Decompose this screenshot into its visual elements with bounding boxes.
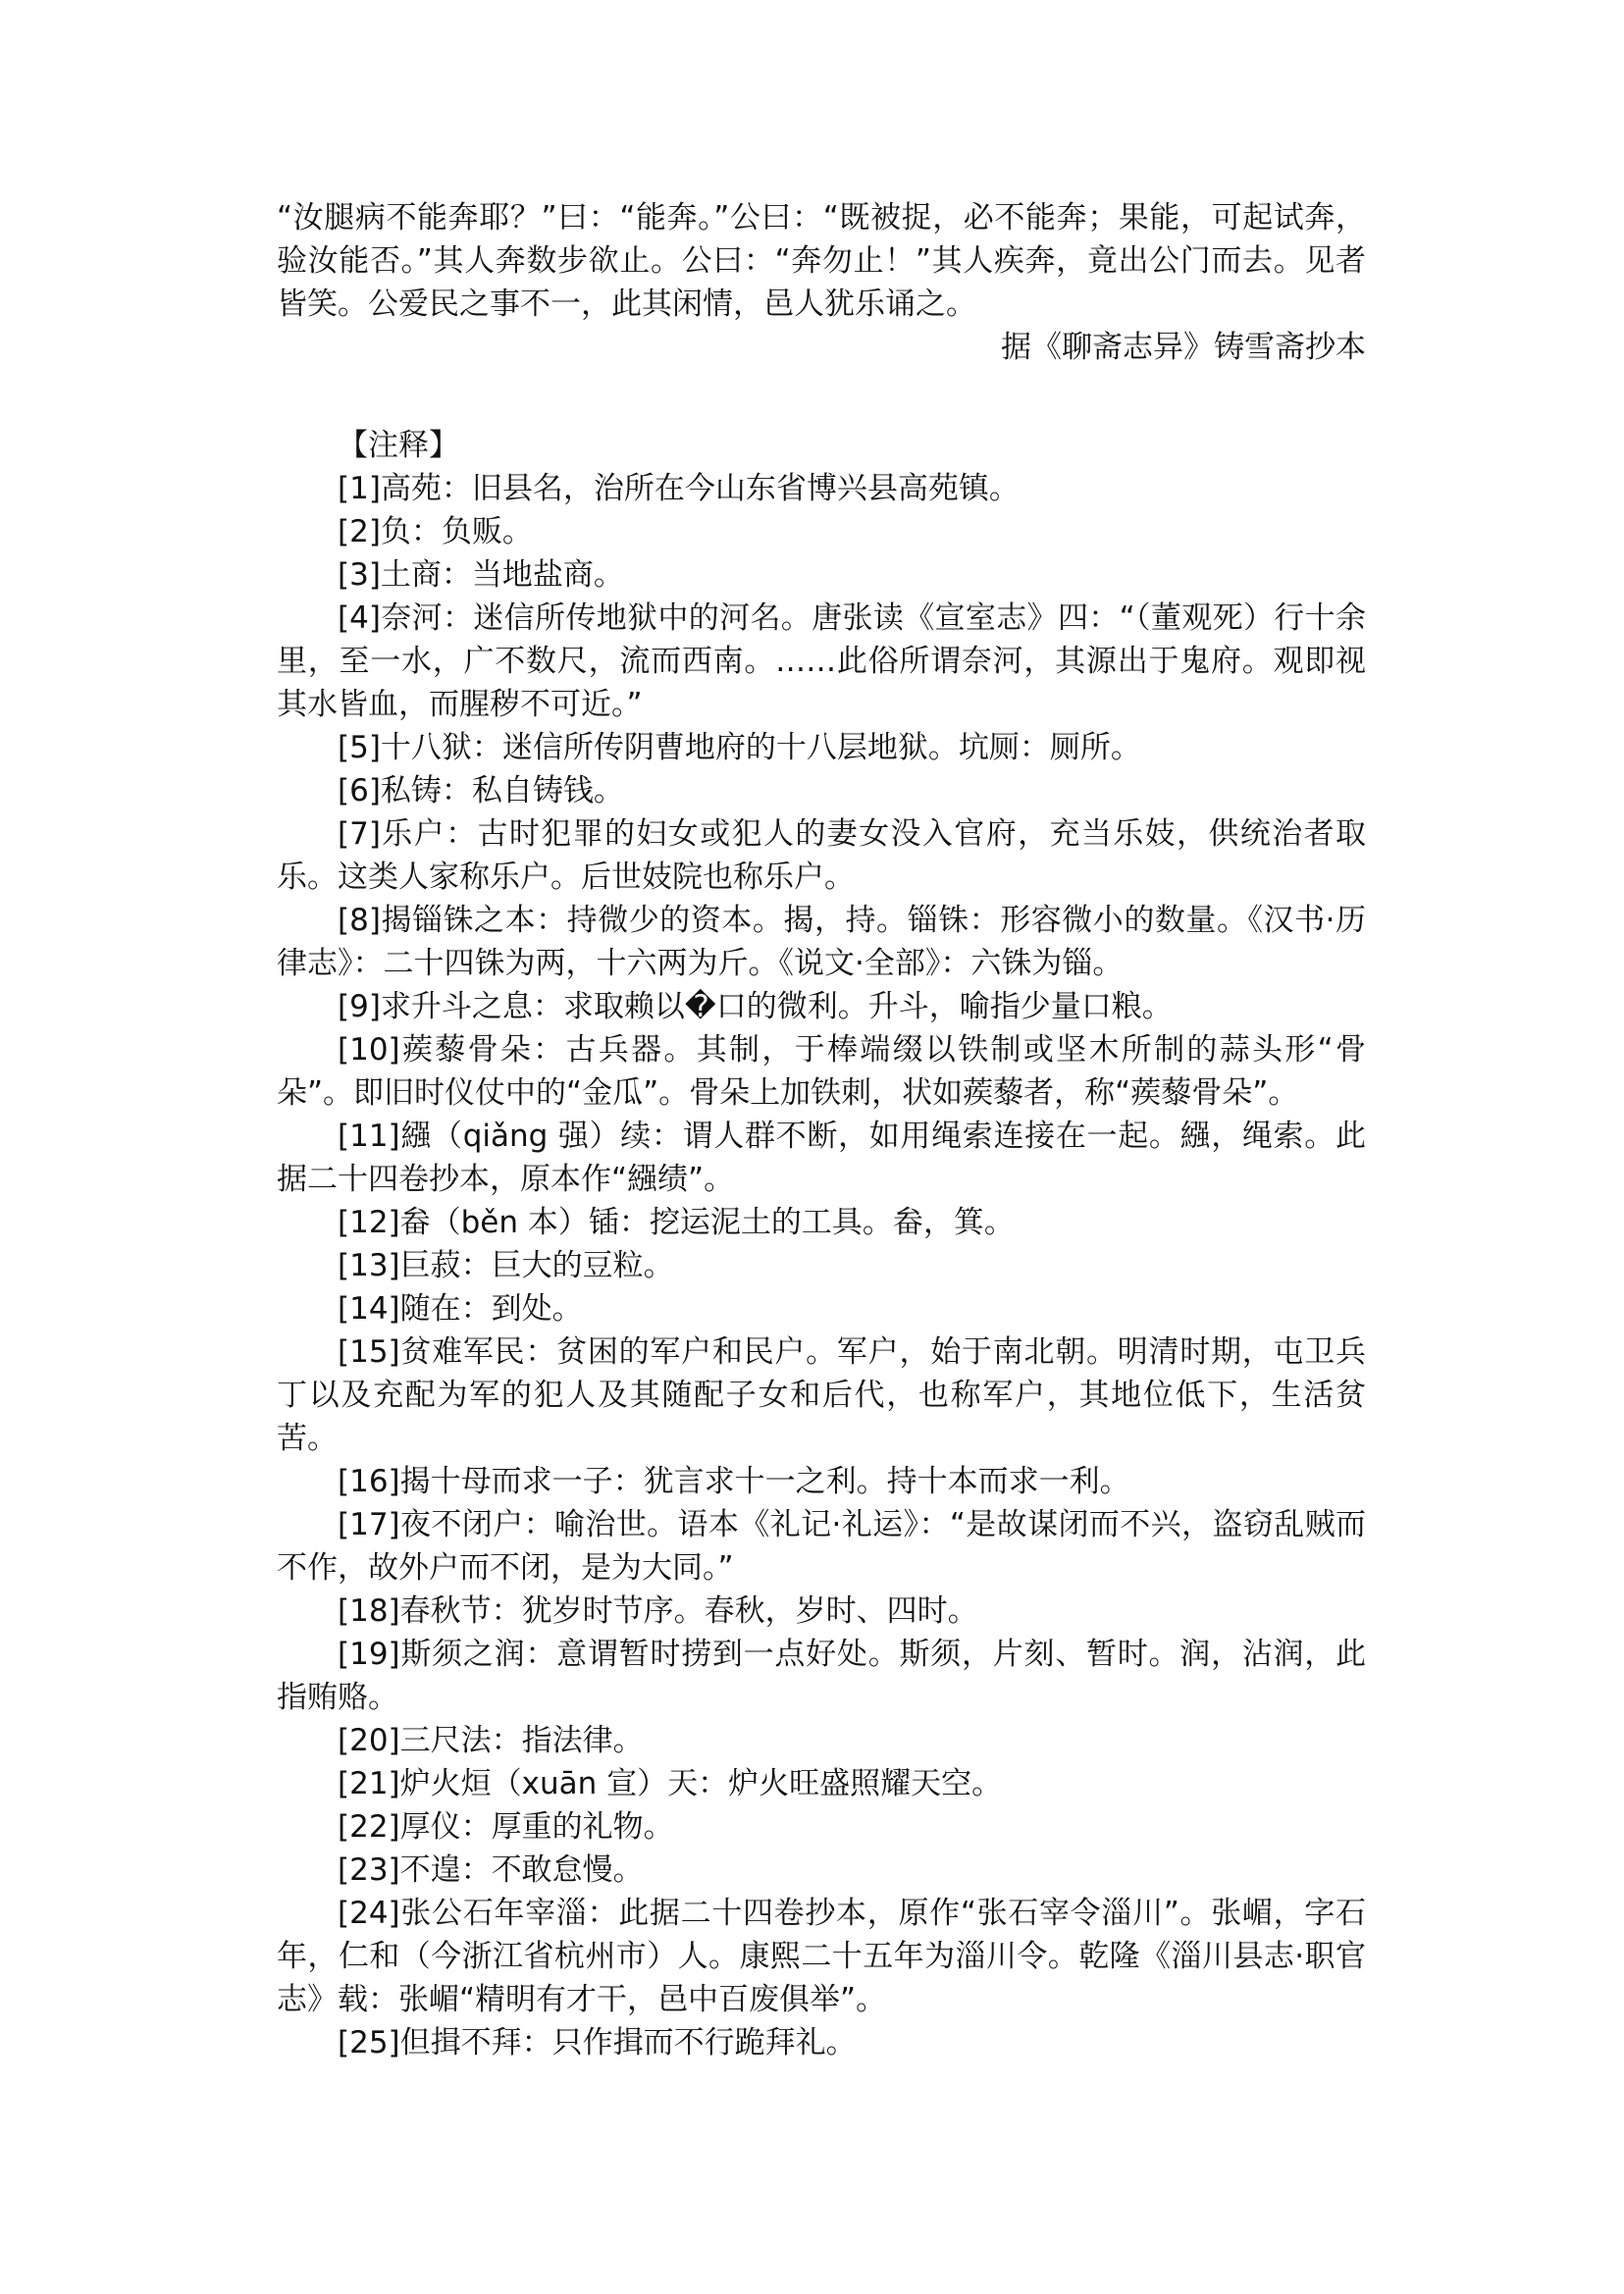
note-item: [10]蒺藜骨朵：古兵器。其制，于棒端缀以铁制或坚木所制的蒜头形“骨朵”。即旧时仪仗中的“金瓜”。骨朵上加铁刺，状如蒺藜者，称“蒺藜骨朵”。 — [277, 1032, 1366, 1111]
notes-heading: 【注释】 — [338, 428, 459, 463]
note-item: [15]贫难军民：贫困的军户和民户。军户，始于南北朝。明清时期，屯卫兵丁以及充配为军的犯人及其随配子女和后代，也称军户，其地位低下，生活贫苦。 — [277, 1334, 1366, 1456]
note-item: [23]不遑：不敢怠慢。 — [338, 1852, 644, 1888]
source-citation: 据《聊斋志异》铸雪斋抄本 — [1001, 330, 1366, 365]
story-paragraph — [277, 196, 1366, 326]
text-line: “汝腿病不能奔耶？”曰：“能奔。”公曰：“既被捉，必不能奔；果能， — [277, 200, 1212, 235]
note-item: [13]巨菽：巨大的豆粒。 — [338, 1248, 674, 1283]
note-item: [7]乐户：古时犯罪的妇女或犯人的妻女没入官府，充当乐妓，供统治者取乐。这类人家称乐户。后世妓院也称乐户。 — [277, 816, 1366, 895]
note-item: [20]三尺法：指法律。 — [338, 1723, 644, 1758]
note-item: [5]十八狱：迷信所传阴曹地府的十八层地狱。坑厕：厕所。 — [338, 730, 1141, 765]
note-item: [8]揭锱铢之本：持微少的资本。揭，持。锱铢：形容微小的数量。《汉书·历律志》：二十四铢为两，十六两为斤。《说文·全部》：六铢为锱。 — [277, 903, 1366, 981]
note-item: [1]高苑：旧县名，治所在今山东省博兴县高苑镇。 — [338, 471, 1020, 506]
note-item: [18]春秋节：犹岁时节序。春秋，岁时、四时。 — [338, 1593, 978, 1629]
note-item: [2]负：负贩。 — [338, 514, 533, 549]
note-item: [22]厚仪：厚重的礼物。 — [338, 1809, 674, 1845]
note-item: [6]私铸：私自铸钱。 — [338, 773, 624, 808]
note-item: [24]张公石年宰淄：此据二十四卷抄本，原作“张石宰令淄川”。张嵋，字石年，仁和（今浙江省杭州市）人。康熙二十五年为淄川令。乾隆《淄川县志·职官志》载：张嵋“精明有才干，邑中百废俱举”。 — [277, 1896, 1366, 2017]
note-item: [4]奈河：迷信所传地狱中的河名。唐张读《宣室志》四：“（董观死）行十余里，至一水，广不数尺，流而西南。……此俗所谓奈河，其源出于鬼府。观即视其水皆血，而腥秽不可近。” — [277, 600, 1366, 722]
note-item: [14]随在：到处。 — [338, 1291, 583, 1327]
notes-list — [277, 467, 1366, 2064]
text-line: 竟出公门而去。见者皆笑。公爱民之事不一，此其闲情，邑人犹乐诵之。 — [277, 243, 1366, 322]
note-item: [12]畚（běn 本）锸：挖运泥土的工具。畚，箕。 — [338, 1205, 1015, 1240]
text-line: 可起试奔，验汝能否。”其人奔数步欲止。公曰：“奔勿止！”其人疾奔， — [277, 200, 1366, 279]
document-page — [277, 196, 1366, 2064]
note-item: [3]土商：当地盐商。 — [338, 557, 624, 593]
note-item: [17]夜不闭户：喻治世。语本《礼记·礼运》：“是故谋闭而不兴，盗窃乱贼而不作，故外户而不闭，是为大同。” — [277, 1507, 1366, 1586]
note-item: [11]繦（qiǎng 强）续：谓人群不断，如用绳索连接在一起。繦，绳索。此据二十四卷抄本，原本作“繦绩”。 — [277, 1119, 1366, 1197]
note-item: [21]炉火烜（xuān 宣）天：炉火旺盛照耀天空。 — [338, 1766, 1003, 1801]
note-item: [25]但揖不拜：只作揖而不行跪拜礼。 — [338, 2025, 857, 2060]
note-item: [9]求升斗之息：求取赖以�口的微利。升斗，喻指少量口粮。 — [338, 989, 1173, 1024]
story-ending — [277, 196, 1366, 369]
note-item: [19]斯须之润：意谓暂时捞到一点好处。斯须，片刻、暂时。润，沾润，此指贿赂。 — [277, 1637, 1366, 1715]
note-item: [16]揭十母而求一子：犹言求十一之利。持十本而求一利。 — [338, 1464, 1130, 1499]
